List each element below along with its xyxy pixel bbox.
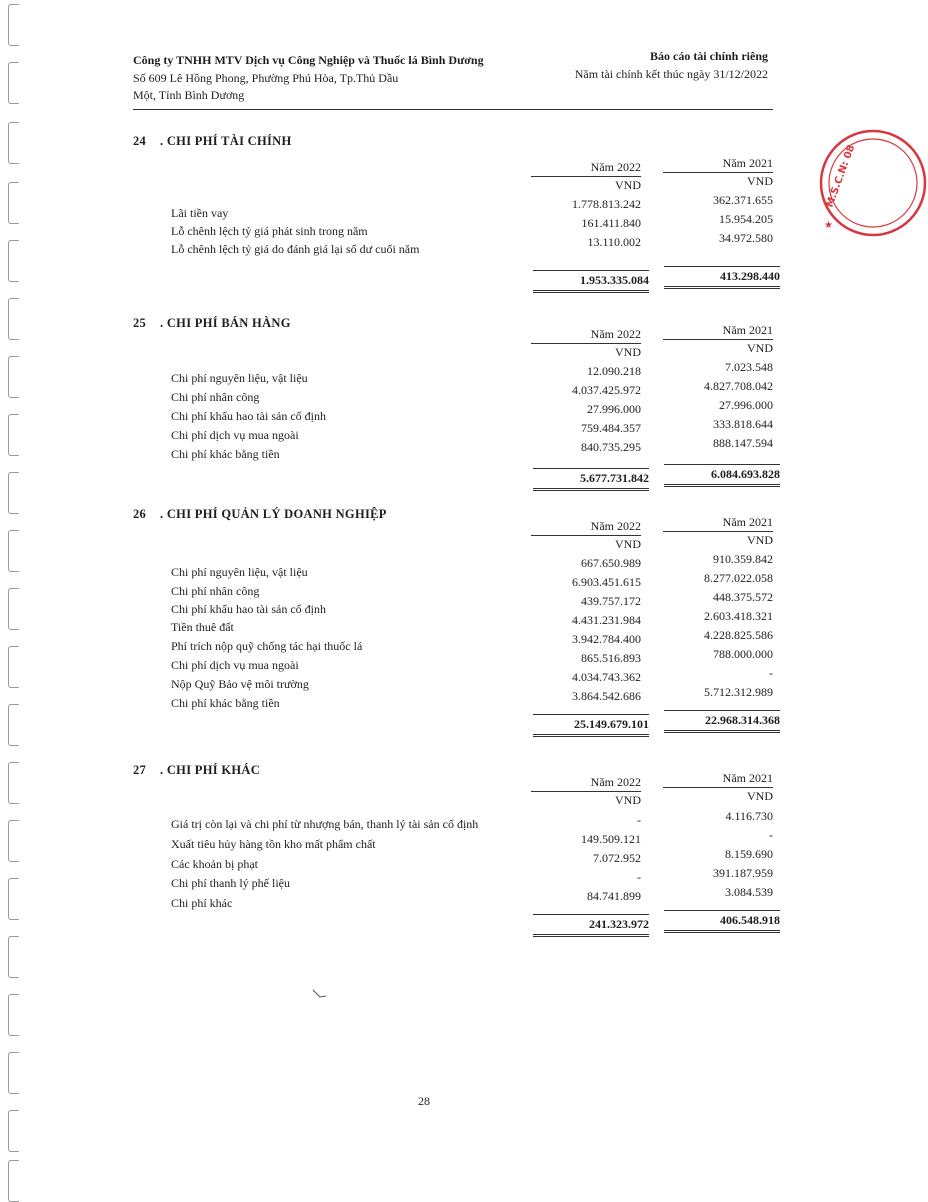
binder-hole <box>8 182 19 224</box>
column-header-2022 <box>531 519 641 552</box>
report-period: Năm tài chính kết thúc ngày 31/12/2022 <box>574 67 768 81</box>
row-label: Giá trị còn lại và chi phí từ nhượng bán, thanh lý tài sản cố định <box>171 817 479 831</box>
column-unit: VND <box>615 537 641 551</box>
section-total-2021: 22.968.314.368 <box>664 710 780 728</box>
column-unit: VND <box>747 174 773 188</box>
company-name: Công ty TNHH MTV Dịch vụ Công Nghiệp và Thuốc lá Bình Dương <box>133 53 484 67</box>
row-label: Chi phí nhân công <box>171 390 260 404</box>
binder-hole <box>8 530 19 572</box>
row-value-2022: 13.110.002 <box>587 235 641 249</box>
binder-hole <box>8 298 19 340</box>
row-value-2022: 149.509.121 <box>581 832 641 846</box>
row-value-2022: 4.037.425.972 <box>572 383 641 397</box>
row-value-2021: - <box>769 666 773 680</box>
row-label: Chi phí khấu hao tài sản cố định <box>171 602 326 616</box>
section-total-2022: 1.953.335.084 <box>533 270 649 288</box>
row-value-2022: 667.650.989 <box>581 556 641 570</box>
binder-hole <box>8 1110 19 1152</box>
section-total-2021: 6.084.693.828 <box>664 464 780 482</box>
binder-hole <box>8 762 19 804</box>
row-value-2022: 12.090.218 <box>587 364 641 378</box>
column-header-2022 <box>531 327 641 360</box>
company-address-line2: Một, Tỉnh Bình Dương <box>133 88 245 102</box>
row-value-2022: - <box>637 813 641 827</box>
report-title: Báo cáo tài chính riêng <box>649 49 768 63</box>
section-number: 25 <box>133 316 147 330</box>
binder-hole <box>8 878 19 920</box>
row-value-2022: 7.072.952 <box>593 851 641 865</box>
section-title-text: . CHI PHÍ BÁN HÀNG <box>160 316 291 330</box>
row-label: Các khoản bị phạt <box>171 857 258 871</box>
binder-hole <box>8 646 19 688</box>
section-title <box>133 134 292 149</box>
row-label: Chi phí dịch vụ mua ngoài <box>171 658 299 672</box>
column-unit: VND <box>615 793 641 807</box>
section-title-text: . CHI PHÍ QUẢN LÝ DOANH NGHIỆP <box>160 507 387 521</box>
row-value-2021: 910.359.842 <box>713 552 773 566</box>
row-label: Lỗ chênh lệch tỷ giá do đánh giá lại số dư cuối năm <box>171 242 420 256</box>
section-total-2022: 241.323.972 <box>533 914 649 932</box>
binder-hole <box>8 356 19 398</box>
row-value-2022: 1.778.813.242 <box>572 197 641 211</box>
column-year: Năm 2022 <box>531 775 641 792</box>
column-header-2022 <box>531 160 641 193</box>
section-number: 26 <box>133 507 147 521</box>
row-value-2021: 5.712.312.989 <box>704 685 773 699</box>
company-address-line1: Số 609 Lê Hồng Phong, Phường Phú Hòa, Tp.Thủ Dầu <box>133 70 399 85</box>
row-value-2022: 4.034.743.362 <box>572 670 641 684</box>
binder-hole <box>8 414 19 456</box>
row-value-2022: 3.942.784.400 <box>572 632 641 646</box>
row-value-2021: 362.371.655 <box>713 193 773 207</box>
section-total-2021: 413.298.440 <box>664 266 780 284</box>
row-value-2021: 27.996.000 <box>719 398 773 412</box>
binder-hole <box>8 994 19 1036</box>
binder-hole <box>8 4 19 46</box>
row-value-2021: 34.972.580 <box>719 231 773 245</box>
column-unit: VND <box>747 533 773 547</box>
row-value-2021: 391.187.959 <box>713 866 773 880</box>
column-year: Năm 2022 <box>531 160 641 177</box>
row-label: Chi phí nhân công <box>171 584 260 598</box>
header-divider <box>133 109 773 110</box>
row-label: Chi phí khác bằng tiền <box>171 447 280 461</box>
binder-hole <box>8 1160 19 1202</box>
row-value-2022: 6.903.451.615 <box>572 575 641 589</box>
row-value-2022: 439.757.172 <box>581 594 641 608</box>
report-header <box>575 47 768 83</box>
row-value-2021: 333.818.644 <box>713 417 773 431</box>
row-label: Chi phí khác <box>171 896 233 910</box>
section-title-text: . CHI PHÍ KHÁC <box>160 763 261 777</box>
row-label: Chi phí thanh lý phế liệu <box>171 876 290 890</box>
row-value-2022: 4.431.231.984 <box>572 613 641 627</box>
row-value-2021: 4.827.708.042 <box>704 379 773 393</box>
row-value-2021: 8.277.022.058 <box>704 571 773 585</box>
column-unit: VND <box>615 178 641 192</box>
row-label: Lỗ chênh lệch tỷ giá phát sinh trong năm <box>171 224 368 238</box>
row-value-2022: 840.735.295 <box>581 440 641 454</box>
section-title-text: . CHI PHÍ TÀI CHÍNH <box>160 134 292 148</box>
row-value-2021: 4.116.730 <box>725 809 773 823</box>
section-total-2022: 25.149.679.101 <box>533 714 649 732</box>
row-value-2022: 3.864.542.686 <box>572 689 641 703</box>
binder-hole <box>8 122 19 164</box>
row-label: Chi phí dịch vụ mua ngoài <box>171 428 299 442</box>
row-value-2021: 15.954.205 <box>719 212 773 226</box>
section-number: 24 <box>133 134 147 148</box>
row-label: Nộp Quỹ Bảo vệ môi trường <box>171 677 309 691</box>
row-label: Chi phí nguyên liệu, vật liệu <box>171 371 308 385</box>
section-title <box>133 507 387 522</box>
row-label: Chi phí khác bằng tiền <box>171 696 280 710</box>
binder-hole <box>8 472 19 514</box>
column-header-2021 <box>663 771 773 804</box>
section-title <box>133 316 291 331</box>
binder-hole <box>8 704 19 746</box>
column-header-2021 <box>663 515 773 548</box>
section-number: 27 <box>133 763 147 777</box>
binder-hole <box>8 1052 19 1094</box>
row-value-2021: 888.147.594 <box>713 436 773 450</box>
row-value-2021: 4.228.825.586 <box>704 628 773 642</box>
pen-mark <box>312 988 328 1000</box>
svg-text:★: ★ <box>824 220 833 231</box>
page-number: 28 <box>418 1094 430 1108</box>
column-unit: VND <box>615 345 641 359</box>
section-total-2022: 5.677.731.842 <box>533 468 649 486</box>
row-value-2022: 865.516.893 <box>581 651 641 665</box>
row-value-2022: 84.741.899 <box>587 889 641 903</box>
section-title <box>133 763 260 778</box>
binder-hole <box>8 62 19 104</box>
column-year: Năm 2021 <box>663 771 773 788</box>
svg-text:M.S.C.N: 08: M.S.C.N: 08 <box>824 143 858 210</box>
row-label: Phí trích nộp quỹ chống tác hại thuốc lá <box>171 639 363 653</box>
row-value-2021: 2.603.418.321 <box>704 609 773 623</box>
row-value-2021: 8.159.690 <box>725 847 773 861</box>
column-year: Năm 2021 <box>663 515 773 532</box>
company-seal-stamp <box>818 128 928 238</box>
row-label: Xuất tiêu hủy hàng tồn kho mất phẩm chất <box>171 837 376 851</box>
column-header-2021 <box>663 323 773 356</box>
row-label: Lãi tiền vay <box>171 206 229 220</box>
binder-hole <box>8 240 19 282</box>
row-label: Tiền thuê đất <box>171 620 234 634</box>
column-year: Năm 2022 <box>531 519 641 536</box>
row-value-2022: 161.411.840 <box>581 216 641 230</box>
row-value-2021: - <box>769 828 773 842</box>
row-value-2022: 27.996.000 <box>587 402 641 416</box>
row-value-2021: 788.000.000 <box>713 647 773 661</box>
row-value-2022: - <box>637 870 641 884</box>
binder-hole <box>8 588 19 630</box>
column-header-2021 <box>663 156 773 189</box>
column-year: Năm 2022 <box>531 327 641 344</box>
row-value-2021: 3.084.539 <box>725 885 773 899</box>
binder-hole <box>8 936 19 978</box>
row-value-2021: 7.023.548 <box>725 360 773 374</box>
column-year: Năm 2021 <box>663 323 773 340</box>
column-header-2022 <box>531 775 641 808</box>
row-value-2022: 759.484.357 <box>581 421 641 435</box>
company-header <box>133 52 553 105</box>
row-label: Chi phí nguyên liệu, vật liệu <box>171 565 308 579</box>
column-year: Năm 2021 <box>663 156 773 173</box>
column-unit: VND <box>747 341 773 355</box>
binder-hole <box>8 820 19 862</box>
section-total-2021: 406.548.918 <box>664 910 780 928</box>
column-unit: VND <box>747 789 773 803</box>
row-value-2021: 448.375.572 <box>713 590 773 604</box>
row-label: Chi phí khấu hao tài sản cố định <box>171 409 326 423</box>
